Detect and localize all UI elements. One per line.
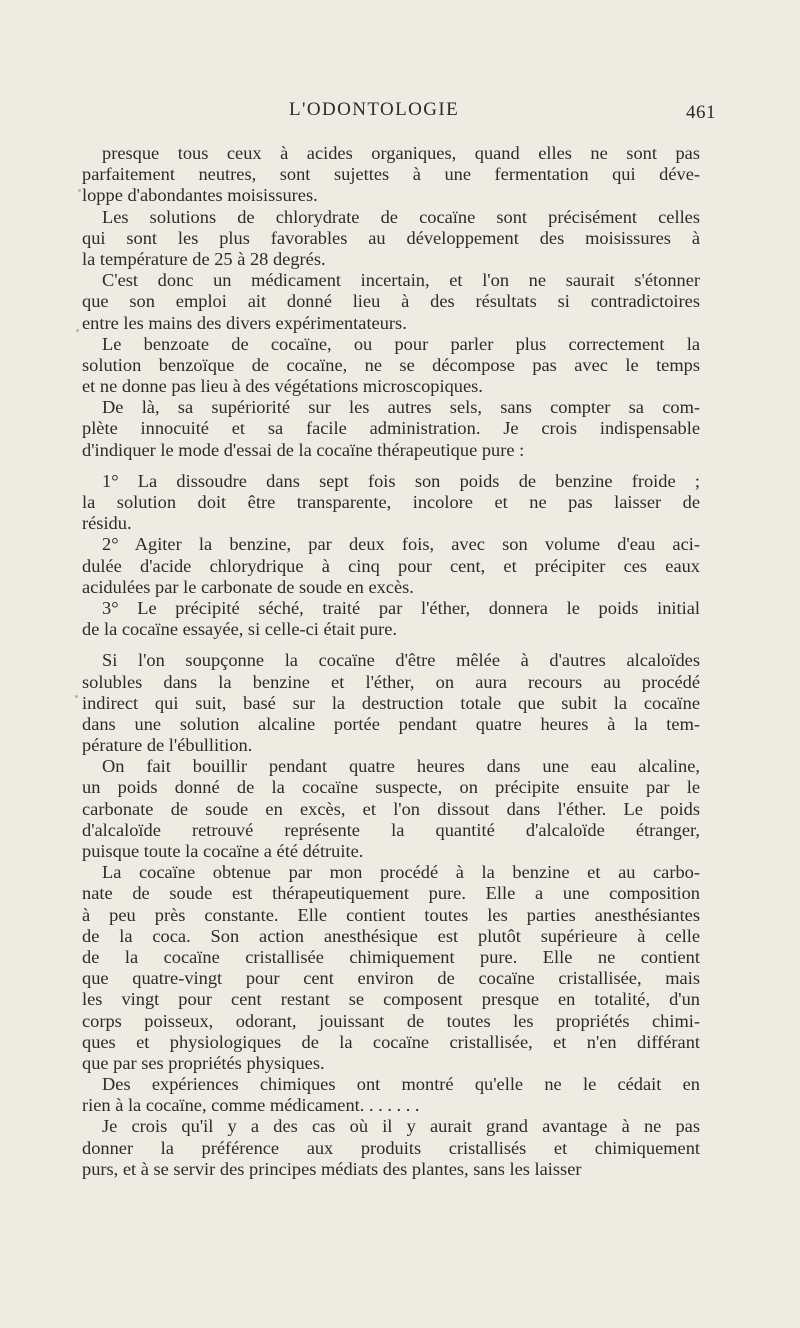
text-line: donner la préférence aux produits cristallisés et chimiquement	[82, 1137, 700, 1158]
text-line: carbonate de soude en excès, et l'on dissout dans l'éther. Le poids	[82, 798, 700, 819]
page-number: 461	[686, 102, 716, 123]
paragraph	[82, 143, 700, 207]
print-speck	[76, 329, 79, 332]
text-line: purs, et à se servir des principes médiats des plantes, sans les laisser	[82, 1158, 582, 1179]
text-line: d'alcaloïde retrouvé représente la quantité d'alcaloïde étranger,	[82, 819, 700, 840]
text-line: parfaitement neutres, sont sujettes à une fermentation qui déve-	[82, 164, 700, 185]
print-speck	[75, 695, 78, 698]
text-line: presque tous ceux à acides organiques, quand elles ne sont pas	[102, 143, 700, 163]
text-line: que quatre-vingt pour cent environ de cocaïne cristallisée, mais	[82, 968, 700, 989]
text-line: entre les mains des divers expérimentateurs.	[82, 312, 407, 333]
text-line: Des expériences chimiques ont montré qu'elle ne le cédait en	[102, 1074, 700, 1095]
text-line: rien à la cocaïne, comme médicament. . . . . . .	[82, 1095, 420, 1116]
text-line: de la coca. Son action anesthésique est plutôt supérieure à celle	[82, 925, 700, 946]
text-line: résidu.	[82, 513, 132, 534]
body-text	[82, 143, 700, 1180]
paragraph	[82, 1116, 700, 1180]
text-line: solubles dans la benzine et l'éther, on aura recours au procédé	[82, 671, 700, 692]
text-line: de la cocaïne cristallisée chimiquement pure. Elle ne contient	[82, 946, 700, 967]
text-line: puisque toute la cocaïne a été détruite.	[82, 841, 364, 861]
text-line: acidulées par le carbonate de soude en excès.	[82, 576, 414, 597]
text-line: pérature de l'ébullition.	[82, 735, 253, 756]
text-line: ques et physiologiques de la cocaïne cristallisée, et n'en différant	[82, 1031, 700, 1052]
paragraph	[82, 207, 700, 271]
print-speck	[78, 189, 81, 192]
text-line: 3° Le précipité séché, traité par l'éther, donnera le poids initial	[102, 597, 700, 618]
paragraph	[82, 534, 700, 598]
text-line: Je crois qu'il y a des cas où il y aurait grand avantage à ne pas	[102, 1116, 700, 1137]
paragraph	[82, 397, 700, 461]
text-line: On fait bouillir pendant quatre heures dans une eau alcaline,	[102, 756, 700, 777]
text-line: 1° La dissoudre dans sept fois son poids de benzine froide ;	[102, 470, 700, 491]
paragraph	[82, 598, 700, 640]
paragraph	[82, 756, 700, 862]
text-line: La cocaïne obtenue par mon procédé à la benzine et au carbo-	[102, 862, 700, 883]
text-line: De là, sa supériorité sur les autres sels, sans compter sa com-	[102, 397, 700, 418]
running-title: L'ODONTOLOGIE	[289, 99, 460, 120]
text-line: un poids donné de la cocaïne suspecte, on précipite ensuite par le	[82, 777, 700, 798]
text-line: la température de 25 à 28 degrés.	[82, 248, 326, 269]
text-line: loppe d'abondantes moisissures.	[82, 185, 318, 206]
text-line: qui sont les plus favorables au développement des moisissures à	[82, 227, 700, 248]
text-line: dans une solution alcaline portée pendant quatre heures à la tem-	[82, 713, 700, 734]
text-line: les vingt pour cent restant se composent presque en totalité, d'un	[82, 989, 700, 1010]
text-line: dulée d'acide chlorydrique à cinq pour cent, et précipiter ces eaux	[82, 555, 700, 576]
text-line: solution benzoïque de cocaïne, ne se décompose pas avec le temps	[82, 354, 700, 375]
text-line: d'indiquer le mode d'essai de la cocaïne thérapeutique pure :	[82, 439, 525, 460]
paragraph	[82, 334, 700, 398]
text-line: Les solutions de chlorydrate de cocaïne sont précisément celles	[102, 206, 700, 227]
text-line: Si l'on soupçonne la cocaïne d'être mêlée à d'autres alcaloïdes	[102, 650, 700, 671]
text-line: nate de soude est thérapeutiquement pure. Elle a une composition	[82, 883, 700, 904]
paragraph	[82, 650, 700, 756]
text-line: Le benzoate de cocaïne, ou pour parler plus correctement la	[102, 333, 700, 354]
text-line: à peu près constante. Elle contient toutes les parties anesthésiantes	[82, 904, 700, 925]
running-head	[82, 99, 716, 129]
text-line: corps poisseux, odorant, jouissant de toutes les propriétés chimi-	[82, 1010, 700, 1031]
text-line: de la cocaïne essayée, si celle-ci était pure.	[82, 619, 398, 640]
paragraph	[82, 862, 700, 1074]
text-line: 2° Agiter la benzine, par deux fois, avec son volume d'eau aci-	[102, 534, 700, 555]
paragraph	[82, 1074, 700, 1116]
text-line: C'est donc un médicament incertain, et l'on ne saurait s'étonner	[102, 270, 700, 291]
text-line: plète innocuité et sa facile administration. Je crois indispensable	[82, 418, 700, 439]
paragraph	[82, 270, 700, 334]
paragraph	[82, 471, 700, 535]
text-line: et ne donne pas lieu à des végétations microscopiques.	[82, 376, 483, 397]
text-line: que son emploi ait donné lieu à des résultats si contradictoires	[82, 291, 700, 312]
text-line: indirect qui suit, basé sur la destruction totale que subit la cocaïne	[82, 692, 700, 713]
text-line: que par ses propriétés physiques.	[82, 1052, 325, 1073]
text-line: la solution doit être transparente, incolore et ne pas laisser de	[82, 492, 700, 512]
